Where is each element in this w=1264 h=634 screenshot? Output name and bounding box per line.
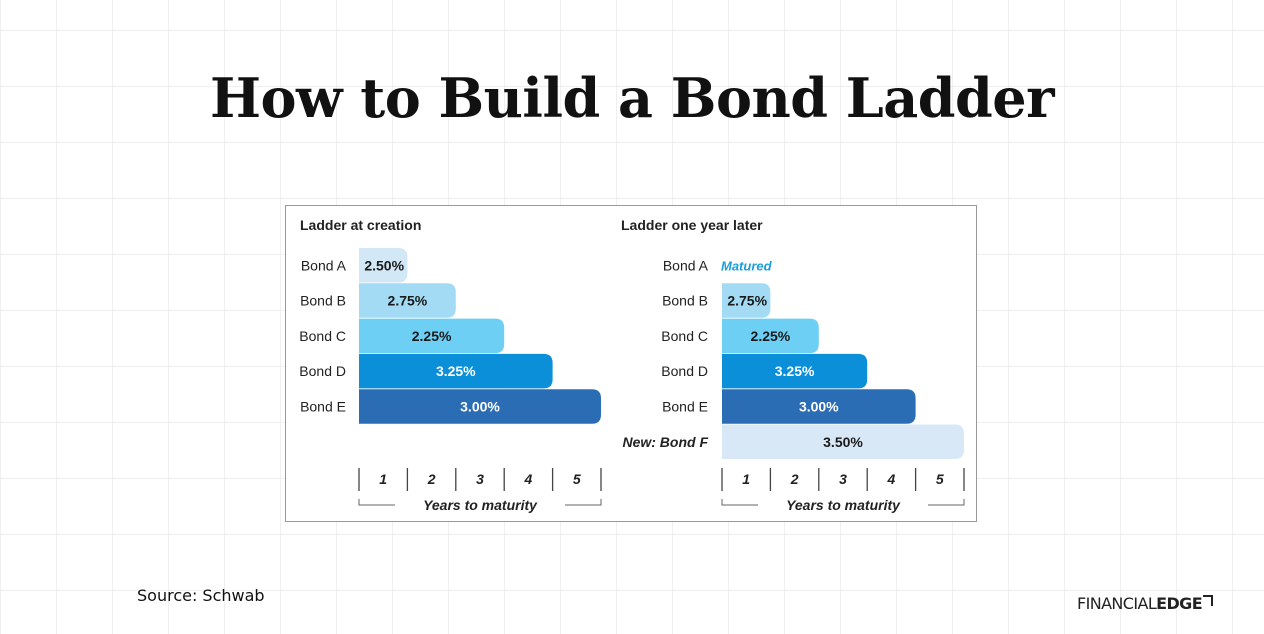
panel2-row-label-2: Bond C xyxy=(661,327,708,344)
source-note: Source: Schwab xyxy=(137,586,265,605)
panel2-xlabel: Years to maturity xyxy=(786,497,900,513)
bond-ladder-chart xyxy=(285,205,977,522)
panel1-tick-label-2: 3 xyxy=(476,471,484,487)
panel1-tick-label-4: 5 xyxy=(572,471,581,487)
panel1-bar-label-3: 3.25% xyxy=(435,363,476,380)
panel2-row-label-3: Bond D xyxy=(661,363,708,380)
panel2-matured-label: Matured xyxy=(721,258,772,274)
logo-part2: EDGE xyxy=(1156,594,1203,613)
panel1-row-label-2: Bond C xyxy=(299,327,346,344)
panel1-bar-label-4: 3.00% xyxy=(460,398,500,415)
panel1-axis-bracket-right xyxy=(565,499,601,505)
panel1-bar-label-0: 2.50% xyxy=(364,257,405,274)
panel2-bar-label-3: 3.25% xyxy=(774,363,815,380)
panel2-tick-label-2: 3 xyxy=(839,471,847,487)
panel2-bar-label-5: 3.50% xyxy=(823,433,863,450)
logo-corner-icon xyxy=(1203,595,1213,606)
panel1-row-label-0: Bond A xyxy=(300,257,346,274)
panel2-row-label-0: Bond A xyxy=(662,257,708,274)
panel2-bar-label-2: 2.25% xyxy=(750,327,791,344)
financial-edge-logo xyxy=(1077,594,1213,616)
panel2-tick-label-0: 1 xyxy=(742,471,751,487)
panel1-title: Ladder at creation xyxy=(300,217,422,233)
bond-ladder-svg xyxy=(286,206,976,521)
panel2-bar-label-1: 2.75% xyxy=(727,292,768,309)
panel2-title: Ladder one year later xyxy=(621,217,763,233)
panel2-row-label-1: Bond B xyxy=(662,292,708,309)
panel1-tick-label-3: 4 xyxy=(524,471,533,487)
panel2-axis-bracket-left xyxy=(722,499,758,505)
panel2-axis-bracket-right xyxy=(928,499,964,505)
panel1-tick-label-1: 2 xyxy=(427,471,436,487)
panel2-tick-label-4: 5 xyxy=(935,471,944,487)
panel1-row-label-4: Bond E xyxy=(300,398,346,415)
panel1-xlabel: Years to maturity xyxy=(423,497,537,513)
panel1-bar-label-1: 2.75% xyxy=(387,292,428,309)
panel2-row-label-4: Bond E xyxy=(662,398,708,415)
page-title: How to Build a Bond Ladder xyxy=(209,66,1055,130)
panel2-row-label-5: New: Bond F xyxy=(622,433,708,450)
panel1-row-label-1: Bond B xyxy=(300,292,346,309)
logo-part1: FINANCIAL xyxy=(1077,594,1157,613)
panel1-row-label-3: Bond D xyxy=(299,363,346,380)
panel1-axis-bracket-left xyxy=(359,499,395,505)
panel2-bar-label-4: 3.00% xyxy=(798,398,839,415)
panel1-tick-label-0: 1 xyxy=(379,471,388,487)
panel2-tick-label-3: 4 xyxy=(887,471,896,487)
panel2-tick-label-1: 2 xyxy=(790,471,799,487)
panel1-bar-label-2: 2.25% xyxy=(411,327,452,344)
